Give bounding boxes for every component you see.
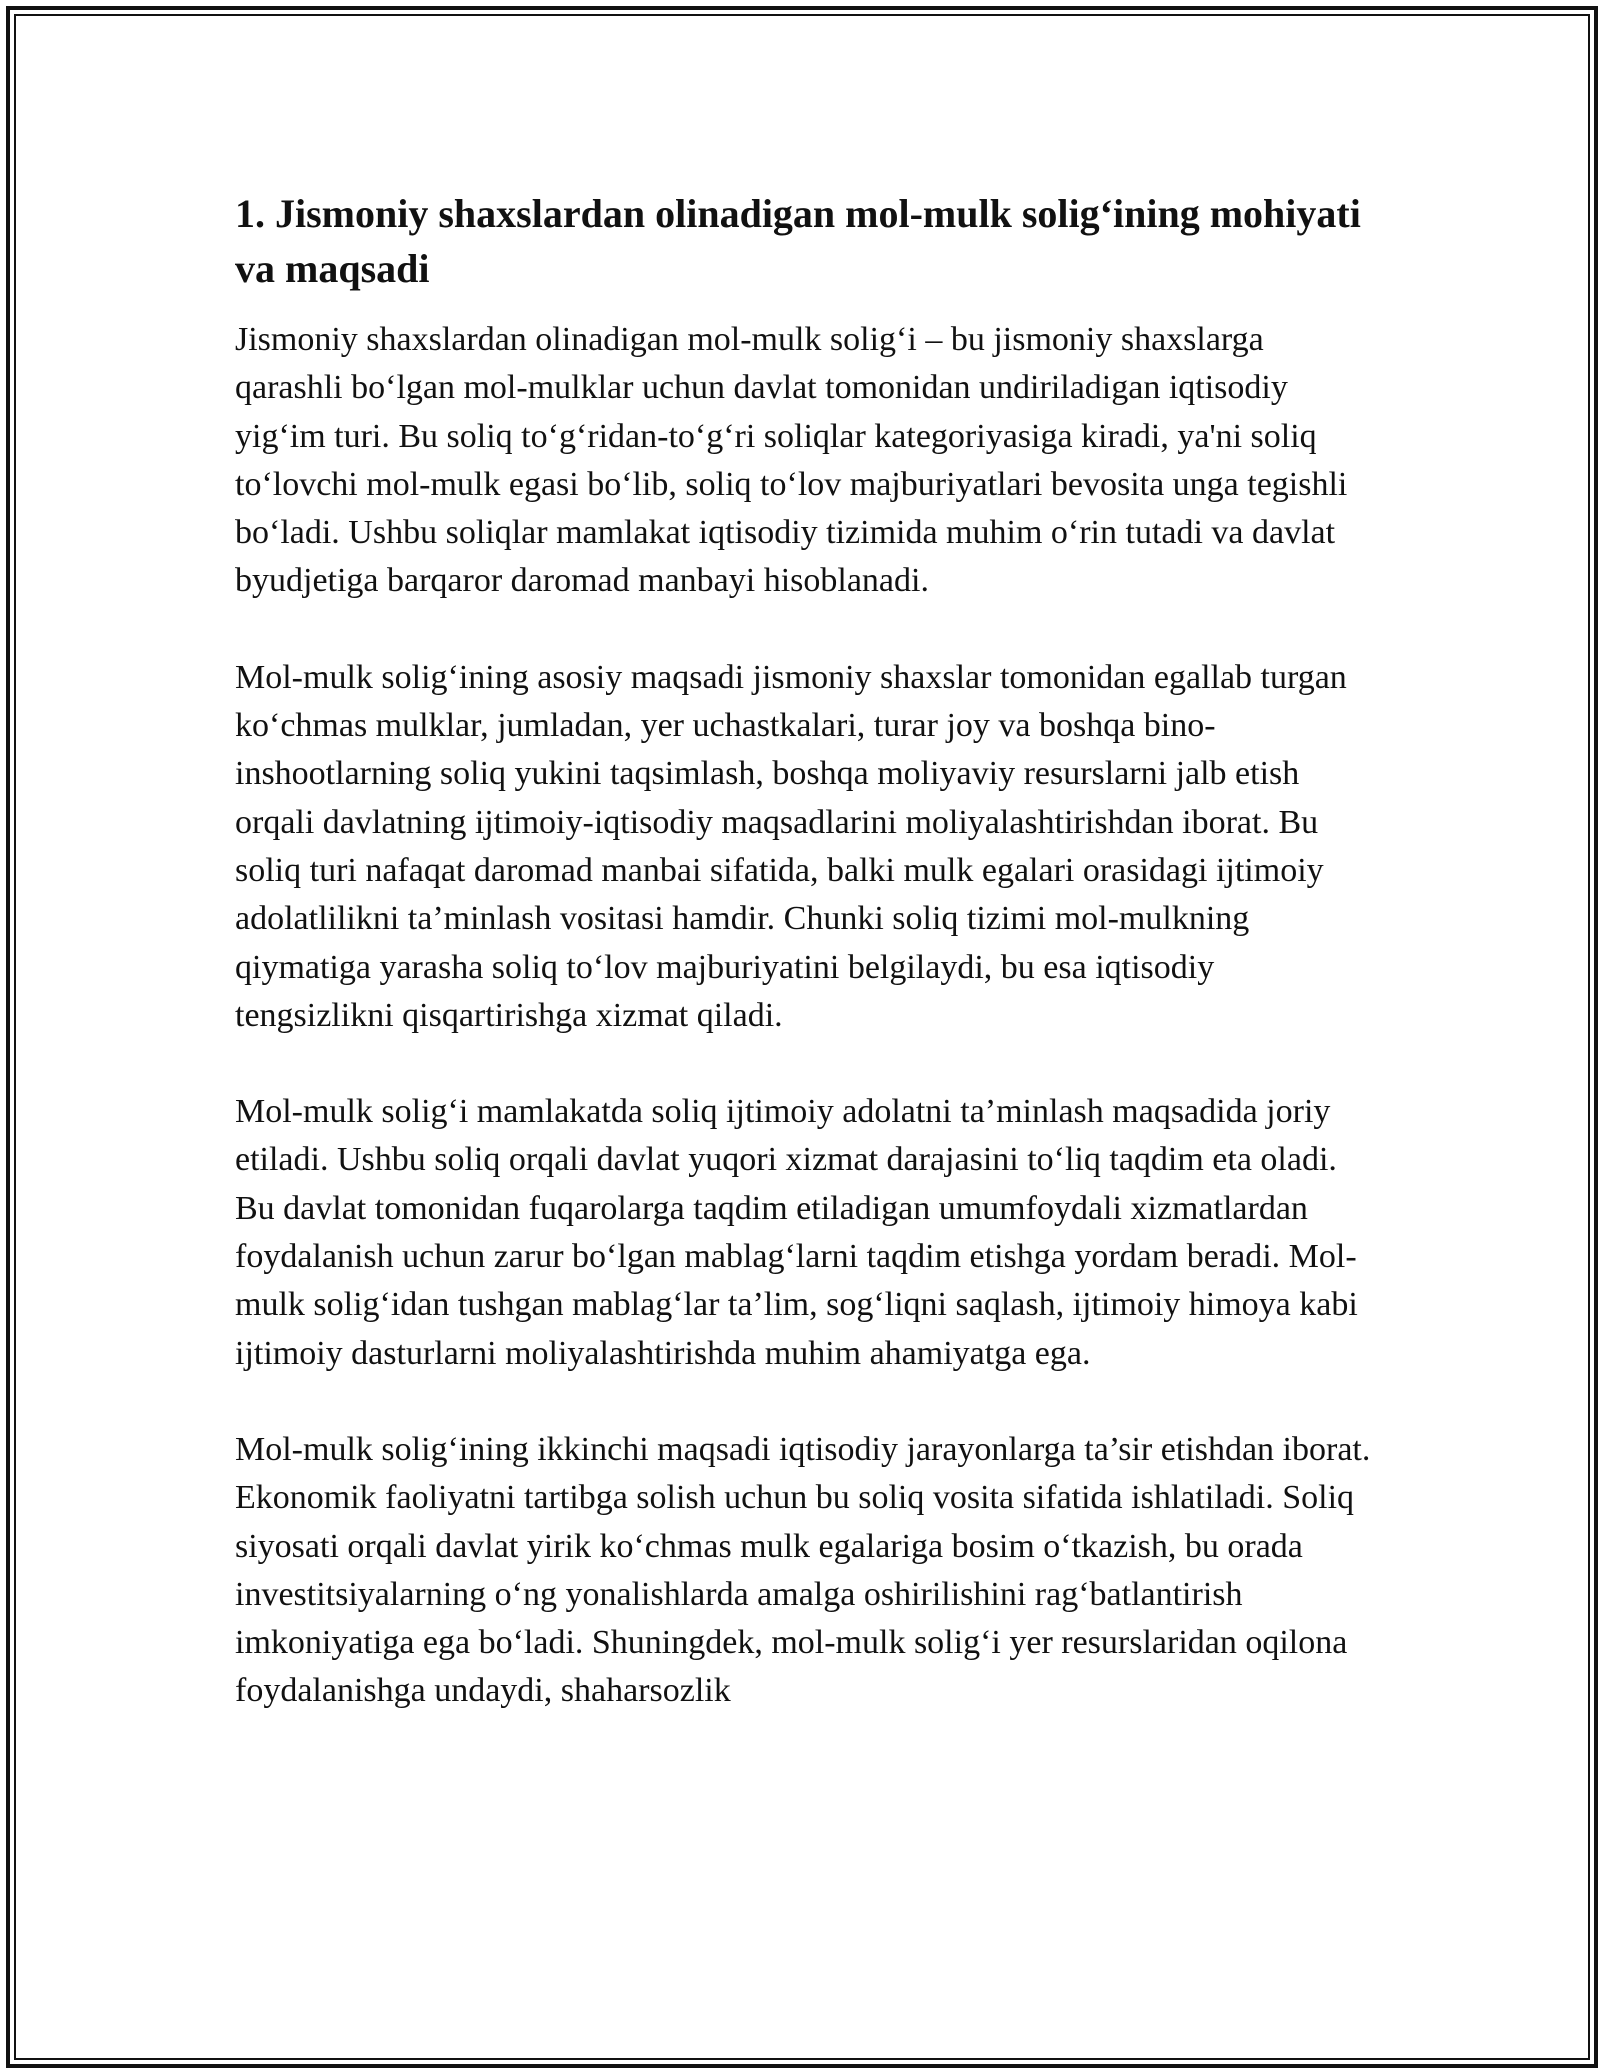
paragraph-3: Mol-mulk solig‘i mamlakatda soliq ijtimoiy adolatni ta’minlash maqsadida joriy etiladi. Ushbu soliq orqali davlat yuqori xizmat darajasini to‘liq taqdim eta oladi. Bu davlat tomonidan fuqarolarga taqdim etiladigan umumfoydali xizmatlardan foydalanish uchun zarur bo‘lgan mablag‘larni taqdim etishga yordam beradi. Mol-mulk solig‘idan tushgan mablag‘lar ta’lim, sog‘liqni saqlash, ijtimoiy himoya kabi ijtimoiy dasturlarni moliyalashtirishda muhim ahamiyatga ega. [235,1093,1358,1372]
section-heading: 1. Jismoniy shaxslardan olinadigan mol-mulk solig‘ining mohiyati va maqsadi [235,191,1361,291]
paragraph-2: Mol-mulk solig‘ining asosiy maqsadi jismoniy shaxslar tomonidan egallab turgan ko‘chmas mulklar, jumladan, yer uchastkalari, turar joy va boshqa bino-inshootlarning soliq yukini taqsimlash, boshqa moliyaviy resurslarni jalb etish orqali davlatning ijtimoiy-iqtisodiy maqsadlarini moliyalashtirishdan iborat. Bu soliq turi nafaqat daromad manbai sifatida, balki mulk egalari orasidagi ijtimoiy adolatlilikni ta’minlash vositasi hamdir. Chunki soliq tizimi mol-mulkning qiymatiga yarasha soliq to‘lov majburiyatini belgilaydi, bu esa iqtisodiy tengsizlikni qisqartirishga xizmat qiladi. [235,658,1347,1034]
paragraph-1: Jismoniy shaxslardan olinadigan mol-mulk solig‘i – bu jismoniy shaxslarga qarashli bo‘lgan mol-mulklar uchun davlat tomonidan undiriladigan iqtisodiy yig‘im turi. Bu soliq to‘g‘ridan-to‘g‘ri soliqlar kategoriyasiga kiradi, ya'ni soliq to‘lovchi mol-mulk egasi bo‘lib, soliq to‘lov majburiyatlari bevosita unga tegishli bo‘ladi. Ushbu soliqlar mamlakat iqtisodiy tizimida muhim o‘rin tutadi va davlat byudjetiga barqaror daromad manbayi hisoblanadi. [235,321,1348,600]
document-body [235,186,1375,1764]
paragraph-4: Mol-mulk solig‘ining ikkinchi maqsadi iqtisodiy jarayonlarga ta’sir etishdan iborat. Ekonomik faoliyatni tartibga solish uchun bu soliq vosita sifatida ishlatiladi. Soliq siyosati orqali davlat yirik ko‘chmas mulk egalariga bosim o‘tkazish, bu orada investitsiyalarning o‘ng yonalishlarda amalga oshirilishini rag‘batlantirish imkoniyatiga ega bo‘ladi. Shuningdek, mol-mulk solig‘i yer resurslaridan oqilona foydalanishga undaydi, shaharsozlik [235,1430,1371,1710]
